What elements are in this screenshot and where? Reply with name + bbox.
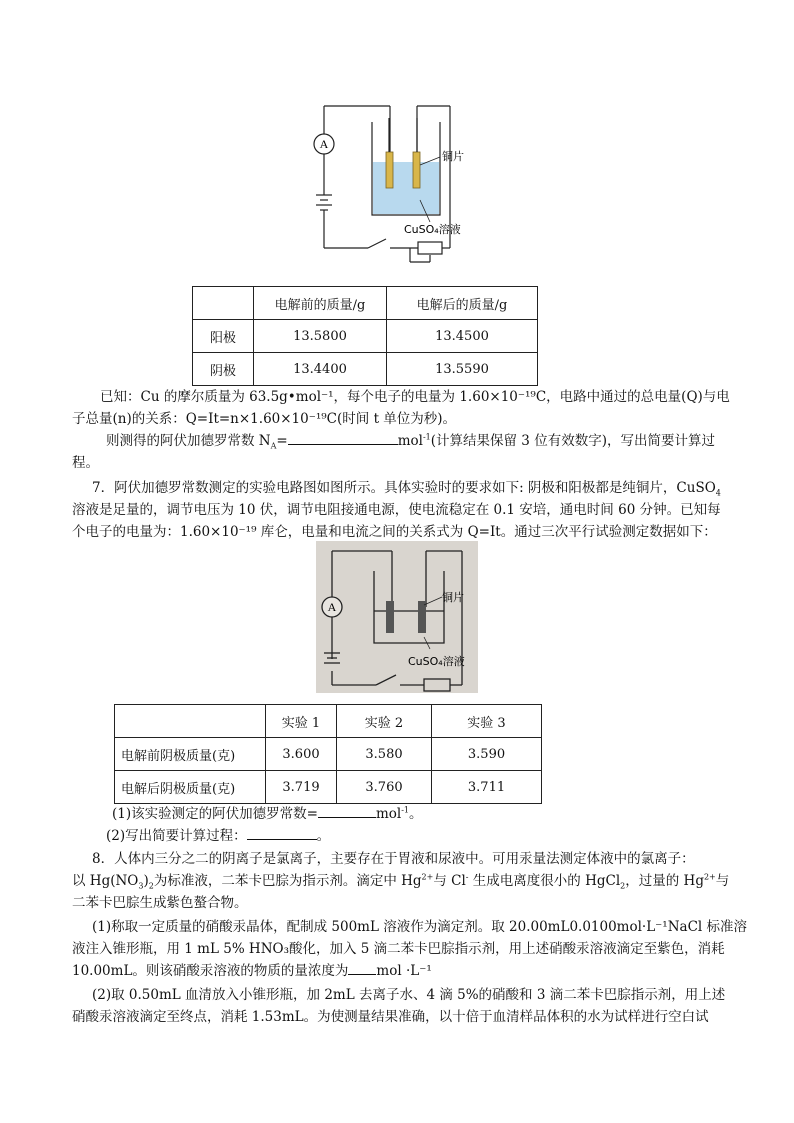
photo-ammeter-label: A xyxy=(327,600,337,614)
table-cell: 阴极 xyxy=(193,353,254,386)
na-prefix: 则测得的阿伏加德罗常数 N xyxy=(106,433,271,449)
table-header: 实验 3 xyxy=(432,705,542,738)
na-equals: = xyxy=(276,433,288,449)
table-cell: 3.600 xyxy=(266,738,337,771)
q8-l2b: ) xyxy=(143,873,149,889)
q7-line-3: 个电子的电量为：1.60×10⁻¹⁹ 库仑，电量和电流之间的关系式为 Q=It。通过三次平行试验测定数据如下： xyxy=(72,524,717,540)
q7-sub-2-text: (2)写出简要计算过程： xyxy=(106,828,247,844)
table-header xyxy=(115,705,266,738)
q8-p1l3-text: 10.00mL。则该硝酸汞溶液的物质的量浓度为 xyxy=(72,963,349,979)
q8-part2-line-1: (2)取 0.50mL 血清放入小锥形瓶，加 2mL 去离子水、4 滴 5%的硝酸和 3 滴二苯卡巴腙指示剂，用上述 xyxy=(92,987,726,1003)
solution-label: CuSO₄溶液 xyxy=(404,223,461,236)
q8-line-3: 二苯卡巴腙生成紫色螯合物。 xyxy=(72,895,248,911)
electrolysis-photo-figure xyxy=(316,541,478,693)
na-subscript: A xyxy=(270,441,277,451)
q7-sub-1-end: 。 xyxy=(408,806,423,822)
cathode-mass-table xyxy=(114,704,542,804)
table-header: 电解前的质量/g xyxy=(254,287,387,320)
q7-sub-2 xyxy=(106,825,756,847)
q7-sub-1: (1)该实验测定的阿伏加德罗常数= mol$^{-1}$。 xyxy=(112,803,762,825)
copper-label: 铜片 xyxy=(442,150,464,163)
table-cell: 3.711 xyxy=(432,771,542,804)
table-header: 电解后的质量/g xyxy=(387,287,538,320)
photo-copper-label: 铜片 xyxy=(442,591,464,604)
q8-part2-line-2: 硝酸汞溶液滴定至终点，消耗 1.53mL。为使测量结果准确，以十倍于血清样品体积的水为试样进行空白试 xyxy=(72,1009,709,1025)
given-text-line-1: 已知：Cu 的摩尔质量为 63.5g•mol⁻¹，每个电子的电量为 1.60×10⁻¹⁹C，电路中通过的总电量(Q)与电 xyxy=(100,389,730,405)
q8-line-1: 8．人体内三分之二的阴离子是氯离子，主要存在于胃液和尿液中。可用汞量法测定体液中的氯离子： xyxy=(92,851,695,867)
table-cell: 3.590 xyxy=(432,738,542,771)
table-cell: 13.4400 xyxy=(254,353,387,386)
table-cell: 电解后阴极质量(克) xyxy=(115,771,266,804)
ammeter-label: A xyxy=(319,137,329,151)
q7-line-1-text: 7．阿伏加德罗常数测定的实验电路图如图所示。具体实验时的要求如下: 阴极和阳极都是纯铜片，CuSO xyxy=(92,480,716,496)
electrolysis-circuit-figure xyxy=(300,100,470,270)
answer-blank[interactable] xyxy=(247,825,317,840)
q8-l2a: 以 Hg(NO xyxy=(72,873,139,889)
table-header: 实验 2 xyxy=(337,705,432,738)
q8-l2d: 与 Cl xyxy=(433,873,466,889)
electrode-mass-table xyxy=(192,286,538,386)
q7-sub-2-end: 。 xyxy=(316,828,331,844)
table-header xyxy=(193,287,254,320)
q7-line-1 xyxy=(92,477,742,499)
table-cell: 13.5800 xyxy=(254,320,387,353)
table-cell: 13.5590 xyxy=(387,353,538,386)
given-text-line-4: 程。 xyxy=(72,455,99,471)
q8-part1-line-3 xyxy=(72,960,722,982)
q8-line-2: 以 $Hg(NO_3)_2$为标准液，二苯卡巴腙为指示剂。滴定中 $Hg^{2+}$与 Cl- 生成电离度很小的 HgCl$_2$，过量的 $Hg^{2+}$与 xyxy=(72,872,730,891)
q7-sub-1-unit: mol xyxy=(375,806,402,822)
q8-l2c: 为标准液，二苯卡巴腙为指示剂。滴定中 Hg xyxy=(153,873,422,889)
na-suffix: (计算结果保留 3 位有效数字)，写出简要计算过 xyxy=(430,433,715,449)
answer-blank[interactable] xyxy=(288,430,398,445)
table-cell: 3.760 xyxy=(337,771,432,804)
q7-line-1-sub: 4 xyxy=(715,488,721,498)
photo-circuit-drawing xyxy=(316,541,478,693)
q7-line-2: 溶液是足量的，调节电压为 10 伏，调节电阻接通电源，使电流稳定在 0.1 安培，通电时间 60 分钟。已知每 xyxy=(72,502,721,518)
q8-l2f: ，过量的 Hg xyxy=(625,873,704,889)
table-header: 实验 1 xyxy=(266,705,337,738)
answer-blank[interactable] xyxy=(348,960,376,975)
q8-l2e: 生成电离度很小的 HgCl xyxy=(468,873,621,889)
q8-p1l3-unit: mol ·L⁻¹ xyxy=(376,963,432,979)
table-cell: 13.4500 xyxy=(387,320,538,353)
q8-part1-line-2: 液注入锥形瓶，用 1 mL 5% HNO₃酸化，加入 5 滴二苯卡巴腙指示剂，用上述硝酸汞溶液滴定至紫色，消耗 xyxy=(72,941,725,957)
given-text-line-2: 子总量(n)的关系：Q=It=n×1.60×10⁻¹⁹C(时间 t 单位为秒)。 xyxy=(72,411,457,427)
na-unit: mol xyxy=(397,433,423,449)
given-text-line-3: 则测得的阿伏加德罗常数 $N_A= mol^{-1}$(计算结果保留 3 位有效数字)，写出简要计算过 xyxy=(106,430,756,452)
table-cell: 电解前阴极质量(克) xyxy=(115,738,266,771)
q8-l2g: 与 xyxy=(715,873,730,889)
q7-sub-1-text: (1)该实验测定的阿伏加德罗常数= xyxy=(112,806,318,822)
answer-blank[interactable] xyxy=(318,803,376,818)
table-cell: 3.719 xyxy=(266,771,337,804)
table-cell: 阳极 xyxy=(193,320,254,353)
table-cell: 3.580 xyxy=(337,738,432,771)
photo-solution-label: CuSO₄溶液 xyxy=(408,655,465,668)
q8-part1-line-1: (1)称取一定质量的硝酸汞晶体，配制成 500mL 溶液作为滴定剂。取 20.00mL0.0100mol·L⁻¹NaCl 标准溶 xyxy=(92,919,748,935)
